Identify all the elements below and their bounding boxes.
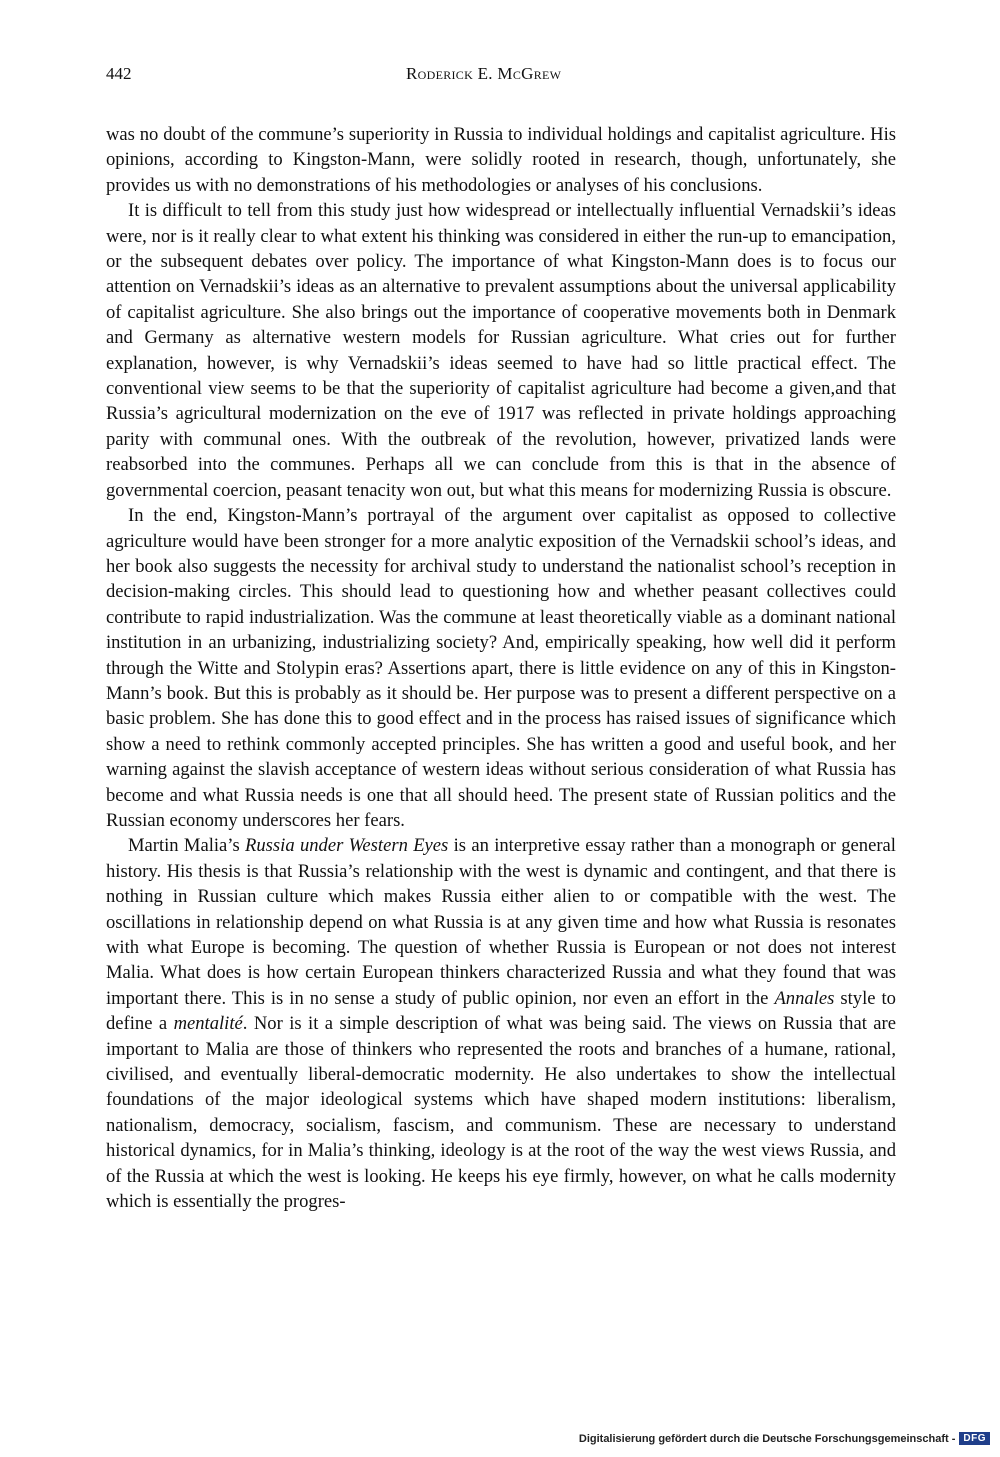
dfg-logo: DFG (959, 1432, 990, 1445)
italic-title: mentalité (173, 1013, 243, 1035)
credit-text: Digitalisierung gefördert durch die Deutsche Forschungsgemeinschaft - (578, 1432, 956, 1445)
text-run: Martin Malia’s (128, 835, 246, 857)
italic-title: Annales (774, 987, 835, 1009)
page (106, 64, 896, 1214)
text-run: was no doubt of the commune’s superiority in Russia to individual holdings and capitalist agriculture. His opinions, according to Kingston-Mann, were solidly rooted in research, though, unfortunately, she provides us with no demonstrations of his methodologies or analyses of his conclusions. (106, 124, 896, 196)
page-number: 442 (106, 64, 132, 83)
text-run: It is difficult to tell from this study just how widespread or intellectually influential Vernadskii’s ideas were, nor is it really clear to what extent his thinking was considered in either the run-up to emancipation, or the subsequent debates over policy. The importance of what Kingston-Mann does is to focus our attention on Vernadskii’s ideas as an alternative to prevalent assumptions about the universal applicability of capitalist agriculture. She also brings out the importance of cooperative movements both in Denmark and Germany as alternative western models for Russian agriculture. What cries out for further explanation, however, is why Vernadskii’s ideas seemed to have had so little practical effect. The conventional view seems to be that the superiority of capitalist agriculture had become a given,and that Russia’s agricultural modernization on the eve of 1917 was reflected in private holdings approaching parity with communal ones. With the outbreak of the revolution, however, privatized lands were reabsorbed into the communes. Perhaps all we can conclude from this is that in the absence of governmental coercion, peasant tenacity won out, but what this means for modernizing Russia is obscure. (106, 200, 896, 501)
text-run: style to define a (106, 987, 896, 1035)
running-head (106, 64, 896, 94)
digitization-credit (579, 1432, 990, 1445)
text-run: . Nor is it a simple description of what was being said. The views on Russia that are important to Malia are those of thinkers who represented the roots and branches of a humane, rational, civilised, and eventually liberal-democratic modernity. He also undertakes to show the intellectual foundations of the major ideological systems which have shaped modern institutions: liberalism, nationalism, democracy, socialism, fascism, and communism. These are necessary to understand historical dynamics, for in Malia’s thinking, ideology is at the root of the way the west views Russia, and of the Russia at which the west is looking. He keeps his eye firmly, however, on what he calls modernity which is essentially the progres- (106, 1013, 896, 1213)
paragraph (106, 122, 896, 198)
paragraph (106, 198, 896, 503)
text-run: In the end, Kingston-Mann’s portrayal of the argument over capitalist as opposed to collective agriculture would have been stronger for a more analytic exposition of the Vernadskii school’s ideas, and her book also suggests the necessity for archival study to understand the nationalist school’s reception in decision-making circles. This should lead to questioning how and whether peasant collectives could contribute to rapid industrialization. Was the commune at least theoretically viable as a dominant national institution in an urbanizing, industrializing society? And, empirically speaking, how well did it perform through the Witte and Stolypin eras? Assertions apart, there is little evidence on any of this in Kingston-Mann’s book. But this is probably as it should be. Her purpose was to present a different perspective on a basic problem. She has done this to good effect and in the process has raised issues of significance which show a need to rethink commonly accepted principles. She has written a good and useful book, and her warning against the slavish acceptance of western ideas without serious consideration of what Russia has become and what Russia needs is one that all should heed. The present state of Russian politics and the Russian economy underscores her fears. (106, 505, 896, 831)
paragraph (106, 503, 896, 833)
text-run: is an interpretive essay rather than a monograph or general history. His thesis is that Russia’s relationship with the west is dynamic and contingent, and that there is nothing in Russian culture which makes Russia either alien to or compatible with the west. The oscillations in relationship depend on what Russia is at any given time and how what Russia is resonates with what Europe is becoming. The question of whether Russia is European or not does not interest Malia. What does is how certain European thinkers characterized Russia and what they found that was important there. This is in no sense a study of public opinion, nor even an effort in the (106, 835, 896, 1009)
italic-title: Russia under Western Eyes (245, 835, 449, 857)
running-title: Roderick E. McGrew (406, 64, 562, 83)
paragraph (106, 833, 896, 1214)
body-text (106, 122, 896, 1214)
